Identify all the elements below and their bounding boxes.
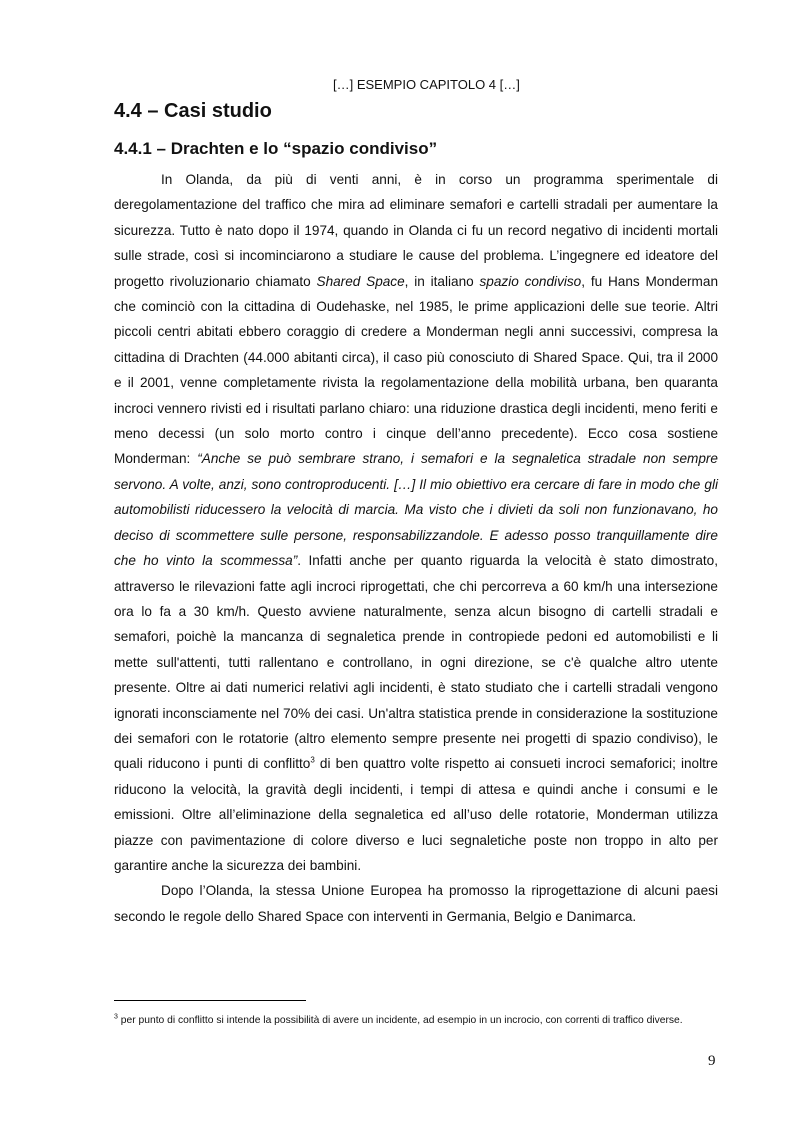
monderman-quote: “Anche se può sembrare strano, i semafori e la segnaletica stradale non sempre servono. A volte, anzi, sono controproducenti. […] Il mio obiettivo era cercare di fare in modo che gli automobilisti riducessero la velocità di marcia. Ma visto che i divieti da soli non funzionavano, ho deciso di scommettere sulle persone, responsabilizzandole. E adesso posso tranquillamente dire che ho vinto la scommessa” [114, 451, 718, 569]
footnote-mark: 3 [114, 1013, 118, 1021]
text-run: . Infatti anche per quanto riguarda la velocità è stato dimostrato, attraverso le rilevazioni fatte agli incroci riprogettati, che chi percorreva a 60 km/h una intersezione ora lo fa a 30 km/h. Questo avviene naturalmente, senza alcun bisogno di cartelli stradali e semafori, poichè la mancanza di segnaletica prende in contropiede pedoni ed automobilisti e li mette sull'attenti, tutti rallentano e controllano, in ogni direzione, se c'è qualche altro utente presente. Oltre ai dati numerici relativi agli incidenti, è stato studiato che i cartelli stradali vengono ignorati inconsciamente nel 70% dei casi. Un'altra statistica prende in considerazione la sostituzione dei semafori con le rotatorie (altro elemento sempre presente nei progetti di spazio condiviso), le quali riducono i punti di conflitto [114, 553, 719, 772]
text-run: , fu Hans Monderman che cominciò con la cittadina di Oudehaske, nel 1985, le prime applicazioni delle sue teorie. Altri piccoli centri abitati ebbero coraggio di credere a Monderman negli anni successivi, compresa la cittadina di Drachten (44.000 abitanti circa), il caso più conosciuto di Shared Space. Qui, tra il 2000 e il 2001, venne completamente rivista la regolamentazione della mobilità urbana, ben quaranta incroci vennero rivisti ed i risultati parlano chiaro: una riduzione drastica degli incidenti, meno feriti e meno decessi (un solo morto contro i cinque dell’anno precedente). Ecco cosa sostiene Monderman: [114, 273, 719, 467]
text-run: , in italiano [404, 273, 480, 289]
footnote-text: per punto di conflitto si intende la possibilità di avere un incidente, ad esempio in un incrocio, con correnti di traffico diverse. [117, 1015, 683, 1026]
italic-term: Shared Space [316, 273, 405, 289]
page-number: 9 [708, 1053, 716, 1069]
body-text [114, 167, 718, 929]
subsection-title: 4.4.1 – Drachten e lo “spazio condiviso” [114, 139, 438, 158]
text-run: di ben quattro volte rispetto ai consueti incroci semaforici; inoltre riducono la velocità, la gravità degli incidenti, i tempi di attesa e quindi anche i consumi e le emissioni. Oltre all’eliminazione della segnaletica ed all’uso delle rotatorie, Monderman utilizza piazze con pavimentazione di colore diverso e luci segnaletiche poste non troppo in alto per garantire anche la sicurezza dei bambini. [114, 756, 718, 873]
footnote-reference[interactable]: 3 [310, 755, 315, 765]
section-title: 4.4 – Casi studio [114, 100, 272, 122]
text-run: In Olanda, da più di venti anni, è in corso un programma sperimentale di deregolamentazione del traffico che mira ad eliminare semafori e cartelli stradali per aumentare la sicurezza. Tutto è nato dopo il 1974, quando in Olanda ci fu un record negativo di incidenti mortali sulle strade, così si incominciarono a studiare le cause del problema. L’ingegnere ed ideatore del progetto rivoluzionario chiamato [114, 172, 718, 289]
paragraph-2: Dopo l’Olanda, la stessa Unione Europea ha promosso la riprogettazione di alcuni paesi secondo le regole dello Shared Space con interventi in Germania, Belgio e Danimarca. [114, 883, 718, 924]
running-header: […] ESEMPIO CAPITOLO 4 […] [333, 77, 520, 92]
footnote-divider [114, 1000, 306, 1001]
paragraph-1 [114, 167, 718, 878]
footnote [114, 1013, 718, 1029]
italic-term: spazio condiviso [479, 273, 582, 289]
